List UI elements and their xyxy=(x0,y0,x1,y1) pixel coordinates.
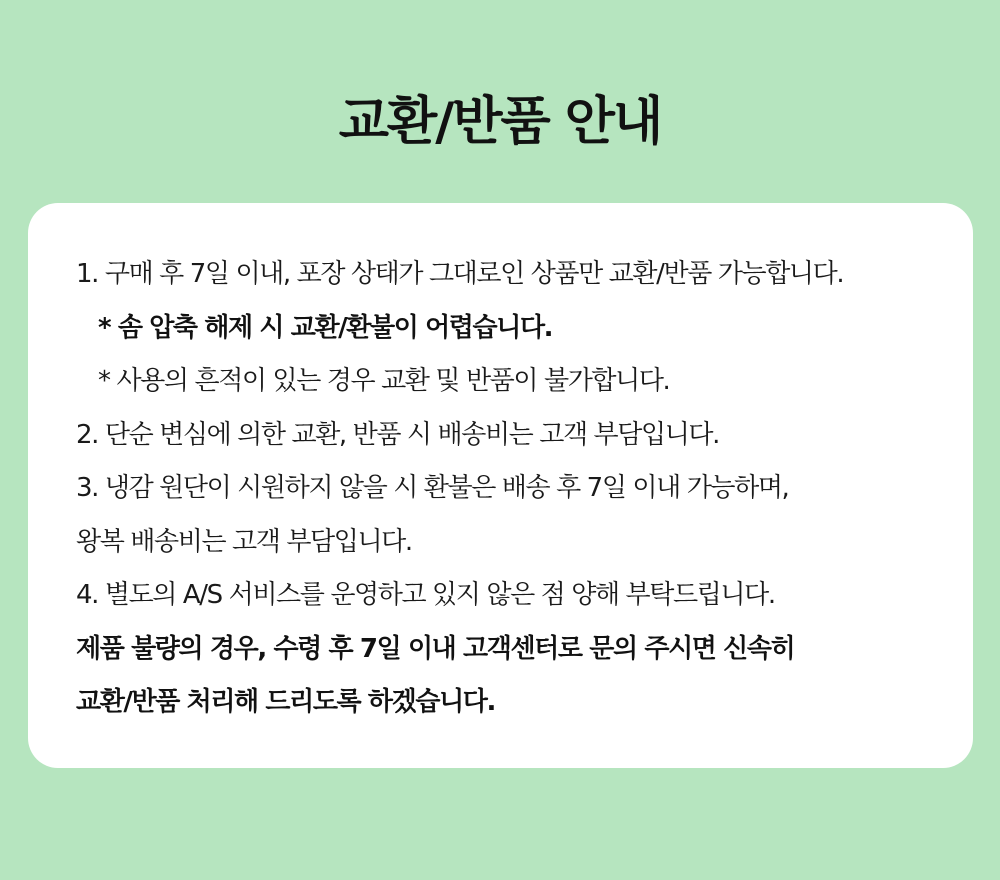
notice-line-8: 제품 불량의 경우, 수령 후 7일 이내 고객센터로 문의 주시면 신속히 xyxy=(76,633,795,664)
notice-line-2: * 솜 압축 해제 시 교환/환불이 어렵습니다. xyxy=(98,312,553,343)
notice-line-4: 2. 단순 변심에 의한 교환, 반품 시 배송비는 고객 부담입니다. xyxy=(76,419,719,450)
notice-list xyxy=(0,248,1000,730)
notice-line-6: 왕복 배송비는 고객 부담입니다. xyxy=(76,526,412,557)
notice-line-7: 4. 별도의 A/S 서비스를 운영하고 있지 않은 점 양해 부탁드립니다. xyxy=(76,580,775,610)
notice-line-1: 1. 구매 후 7일 이내, 포장 상태가 그대로인 상품만 교환/반품 가능합니다. xyxy=(76,259,844,289)
page-title: 교환/반품 안내 xyxy=(338,92,662,152)
notice-line-9: 교환/반품 처리해 드리도록 하겠습니다. xyxy=(76,687,495,717)
notice-line-5: 3. 냉감 원단이 시원하지 않을 시 환불은 배송 후 7일 이내 가능하며, xyxy=(76,473,789,503)
notice-line-3: * 사용의 흔적이 있는 경우 교환 및 반품이 불가합니다. xyxy=(98,366,670,396)
